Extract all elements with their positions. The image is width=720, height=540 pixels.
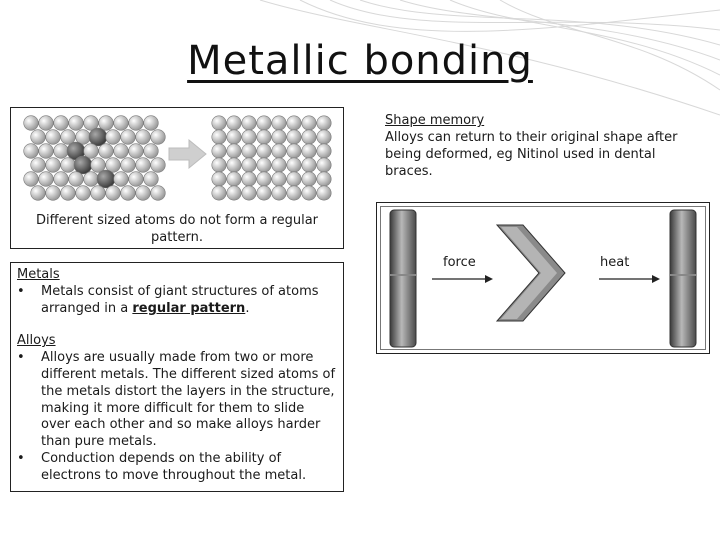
small-atom (76, 186, 91, 201)
small-atom (121, 130, 136, 145)
small-atom (31, 130, 46, 145)
small-atom (24, 116, 39, 131)
metal-atom (317, 130, 331, 144)
metal-atom (227, 186, 241, 200)
small-atom (144, 116, 159, 131)
metal-atom (302, 144, 316, 158)
metal-atom (317, 158, 331, 172)
metal-atom (212, 186, 226, 200)
alloys-bullet-text: Alloys are usually made from two or more different metals. The different sized atoms of the metals distort the layers in the structure, making it more difficult for them to slide over each other and so make alloys harder than pure metals. (41, 350, 336, 450)
metal-atom (257, 172, 271, 186)
metal-atom (212, 116, 226, 130)
heat-arrow-icon (599, 275, 660, 283)
metal-atom (287, 172, 301, 186)
bullet-dot: • (17, 350, 25, 366)
atoms-diagram-box (10, 107, 344, 249)
small-atom (61, 186, 76, 201)
metal-atom (287, 144, 301, 158)
small-atom (129, 172, 144, 187)
atoms-diagram (11, 108, 343, 208)
small-atom (54, 172, 69, 187)
metal-atom (257, 116, 271, 130)
metal-atom (242, 158, 256, 172)
metal-atom (317, 186, 331, 200)
regular-lattice (212, 116, 331, 200)
metal-atom (272, 158, 286, 172)
small-atom (91, 158, 106, 173)
alloys-bullet-2 (17, 451, 337, 485)
heat-label: heat (600, 255, 630, 270)
small-atom (136, 186, 151, 201)
small-atom (46, 130, 61, 145)
shape-memory-diagram-box (376, 202, 710, 354)
small-atom (91, 186, 106, 201)
small-atom (144, 172, 159, 187)
metal-atom (227, 172, 241, 186)
small-atom (39, 144, 54, 159)
small-atom (69, 116, 84, 131)
metal-atom (212, 144, 226, 158)
large-atom (74, 156, 92, 174)
small-atom (99, 144, 114, 159)
small-atom (151, 186, 166, 201)
metals-alloys-box (10, 262, 344, 492)
metal-atom (272, 130, 286, 144)
metal-atom (227, 158, 241, 172)
metal-atom (302, 172, 316, 186)
small-atom (114, 144, 129, 159)
metal-atom (227, 130, 241, 144)
small-atom (129, 116, 144, 131)
metals-bullet (17, 284, 337, 318)
shape-memory-description: Alloys can return to their original shape after being deformed, eg Nitinol used in dental braces. (385, 130, 678, 179)
metal-atom (302, 116, 316, 130)
metal-atom (212, 172, 226, 186)
metal-atom (227, 144, 241, 158)
small-atom (121, 158, 136, 173)
metal-atom (287, 130, 301, 144)
metal-atom (242, 116, 256, 130)
small-atom (39, 172, 54, 187)
small-atom (136, 130, 151, 145)
metal-atom (302, 158, 316, 172)
small-atom (106, 186, 121, 201)
small-atom (39, 116, 54, 131)
small-atom (151, 130, 166, 145)
metal-atom (212, 130, 226, 144)
metal-atom (272, 144, 286, 158)
bullet-dot: • (17, 283, 25, 299)
shape-memory-text (385, 112, 705, 180)
small-atom (99, 116, 114, 131)
shape-memory-diagram (377, 203, 709, 353)
metal-atom (317, 116, 331, 130)
straight-wire-right (670, 210, 696, 347)
metal-atom (212, 158, 226, 172)
metals-heading: Metals (17, 267, 60, 282)
atoms-caption: Different sized atoms do not form a regular pattern. (35, 213, 319, 245)
metals-bullet-text: Metals consist of giant structures of atoms arranged in a (41, 283, 319, 316)
alloys-bullet-text: Conduction depends on the ability of electrons to move throughout the metal. (41, 450, 307, 483)
irregular-lattice (24, 116, 166, 201)
small-atom (114, 116, 129, 131)
small-atom (151, 158, 166, 173)
metal-atom (317, 144, 331, 158)
bent-wire (497, 225, 565, 321)
metal-atom (302, 186, 316, 200)
small-atom (31, 158, 46, 173)
transform-arrow-icon (169, 140, 206, 168)
metal-atom (257, 186, 271, 200)
small-atom (61, 130, 76, 145)
metal-atom (287, 116, 301, 130)
alloys-heading: Alloys (17, 333, 56, 349)
metal-atom (242, 172, 256, 186)
metal-atom (317, 172, 331, 186)
small-atom (129, 144, 144, 159)
alloys-bullet-1 (17, 350, 337, 451)
metal-atom (242, 186, 256, 200)
force-arrow-icon (432, 275, 493, 283)
small-atom (24, 144, 39, 159)
slide-title: Metallic bonding (187, 38, 533, 84)
shape-memory-heading: Shape memory (385, 113, 485, 128)
metal-atom (272, 116, 286, 130)
metal-atom (227, 116, 241, 130)
small-atom (31, 186, 46, 201)
small-atom (121, 186, 136, 201)
metal-atom (272, 186, 286, 200)
large-atom (97, 170, 115, 188)
metal-atom (257, 158, 271, 172)
metal-atom (287, 158, 301, 172)
small-atom (46, 186, 61, 201)
metal-atom (272, 172, 286, 186)
small-atom (46, 158, 61, 173)
straight-wire-left (390, 210, 416, 347)
small-atom (136, 158, 151, 173)
bullet-dot: • (17, 450, 25, 466)
small-atom (54, 144, 69, 159)
metal-atom (242, 144, 256, 158)
metal-atom (257, 144, 271, 158)
small-atom (144, 144, 159, 159)
metal-atom (287, 186, 301, 200)
large-atom (89, 128, 107, 146)
metal-atom (242, 130, 256, 144)
small-atom (24, 172, 39, 187)
small-atom (61, 158, 76, 173)
metal-atom (302, 130, 316, 144)
small-atom (69, 172, 84, 187)
small-atom (84, 172, 99, 187)
small-atom (106, 130, 121, 145)
metal-atom (257, 130, 271, 144)
small-atom (84, 144, 99, 159)
force-label: force (443, 255, 476, 270)
metals-bullet-suffix: . (245, 300, 250, 316)
small-atom (54, 116, 69, 131)
regular-pattern-emphasis: regular pattern (132, 300, 246, 316)
small-atom (114, 172, 129, 187)
